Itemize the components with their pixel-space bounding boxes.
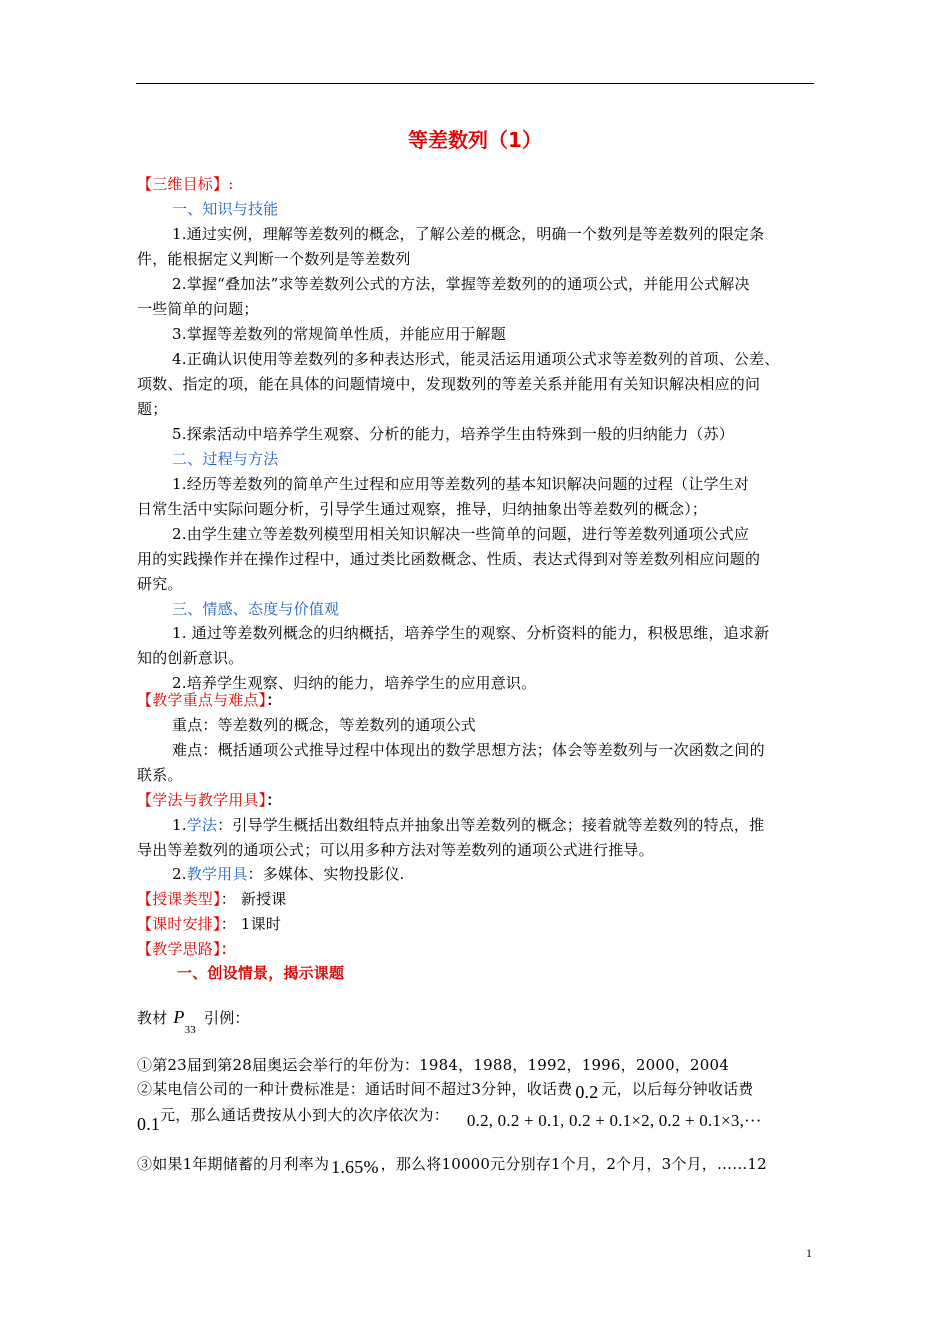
paragraph-line: 日常生活中实际问题分析，引导学生通过观察，推导，归纳抽象出等差数列的概念）； — [137, 500, 708, 518]
section-heading-keypoints-label: 【教学重点与难点】 — [137, 691, 267, 709]
example-2-line-2: 0.1元，那么通话费按从小到大的次序依次为： 0.2, 0.2 + 0.1, 0.2 + 0.1×2, 0.2 + 0.1×3,··· — [137, 1106, 762, 1134]
paragraph-line: 2.由学生建立等差数列模型用相关知识解决一些简单的问题，进行等差数列通项公式应 — [172, 525, 750, 543]
paragraph-line: 1.经历等差数列的简单产生过程和应用等差数列的基本知识解决问题的过程（让学生对 — [172, 475, 750, 493]
section-heading-type: 【授课类型】： 新授课 — [137, 890, 287, 908]
subheading-process: 二、过程与方法 — [172, 450, 279, 468]
step-heading-1: 一、创设情景，揭示课题 — [177, 964, 345, 982]
paragraph-line: 联系。 — [137, 766, 183, 784]
paragraph-line: 4.正确认识使用等差数列的多种表达形式，能灵活运用通项公式求等差数列的首项、公差、 — [172, 350, 780, 368]
paragraph-line: 2.教学用具：多媒体、实物投影仪. — [172, 865, 405, 883]
textbook-reference: 教材 $P_{33}$引例： — [137, 1007, 250, 1036]
page-title: 等差数列（1） — [408, 128, 542, 152]
paragraph-line: 1.学法：引导学生概括出数组特点并抽象出等差数列的概念；接着就等差数列的特点，推 — [172, 816, 765, 834]
section-heading-keypoints: 【教学重点与难点】： — [137, 691, 282, 709]
paragraph-line: 2.培养学生观察、归纳的能力，培养学生的应用意识。 — [172, 674, 537, 692]
section-heading-approach: 【教学思路】： — [137, 940, 236, 958]
paragraph-line: 研究。 — [137, 575, 183, 593]
paragraph-line: 1. 通过等差数列概念的归纳概括，培养学生的观察、分析资料的能力，积极思维，追求新 — [172, 624, 770, 642]
term-teaching-tools: 教学用具 — [186, 865, 248, 883]
subheading-attitude: 三、情感、态度与价值观 — [172, 600, 340, 618]
paragraph-line: 导出等差数列的通项公式；可以用多种方法对等差数列的通项公式进行推导。 — [137, 841, 654, 859]
example-3: ③如果1年期储蓄的月利率为 1.65% ，那么将10000元分别存1个月，2个月，3个月，……12 — [137, 1155, 767, 1177]
page-number: 1 — [806, 1246, 812, 1260]
section-heading-goals: 【三维目标】: — [137, 175, 234, 193]
paragraph-line: 项数、指定的项，能在具体的问题情境中，发现数列的等差关系并能用有关知识解决相应的问 — [137, 375, 761, 393]
section-heading-methods: 【学法与教学用具】： — [137, 791, 282, 809]
section-heading-schedule: 【课时安排】： 1课时 — [137, 915, 282, 933]
paragraph-line: 重点：等差数列的概念，等差数列的通项公式 — [172, 716, 477, 734]
paragraph-line: 用的实践操作并在操作过程中，通过类比函数概念、性质、表达式得到对等差数列相应问题的 — [137, 550, 761, 568]
paragraph-line: 难点：概括通项公式推导过程中体现出的数学思想方法；体会等差数列与一次函数之间的 — [172, 741, 765, 759]
paragraph-line: 1.通过实例，理解等差数列的概念，了解公差的概念，明确一个数列是等差数列的限定条 — [172, 225, 765, 243]
paragraph-line: 5.探索活动中培养学生观察、分析的能力，培养学生由特殊到一般的归纳能力（苏） — [172, 425, 734, 443]
example-1: ①第23届到第28届奥运会举行的年份为：1984，1988，1992，1996，2000，2004 — [137, 1056, 730, 1074]
paragraph-line: 3.掌握等差数列的常规简单性质，并能应用于解题 — [172, 325, 506, 343]
example-2-line-1: ②某电信公司的一种计费标准是：通话时间不超过3分钟，收话费 0.2 元，以后每分钟收话费 — [137, 1080, 754, 1102]
paragraph-line: 一些简单的问题； — [137, 300, 259, 318]
paragraph-line: 知的创新意识。 — [137, 649, 244, 667]
term-study-method: 学法 — [186, 816, 218, 834]
paragraph-line: 题； — [137, 400, 168, 418]
header-rule — [136, 83, 814, 84]
paragraph-line: 件，能根据定义判断一个数列是等差数列 — [137, 250, 411, 268]
paragraph-line: 2.掌握“叠加法”求等差数列公式的方法，掌握等差数列的的通项公式，并能用公式解决 — [172, 275, 750, 293]
subheading-knowledge: 一、知识与技能 — [172, 200, 279, 218]
section-heading-methods-label: 【学法与教学用具】 — [137, 791, 267, 809]
